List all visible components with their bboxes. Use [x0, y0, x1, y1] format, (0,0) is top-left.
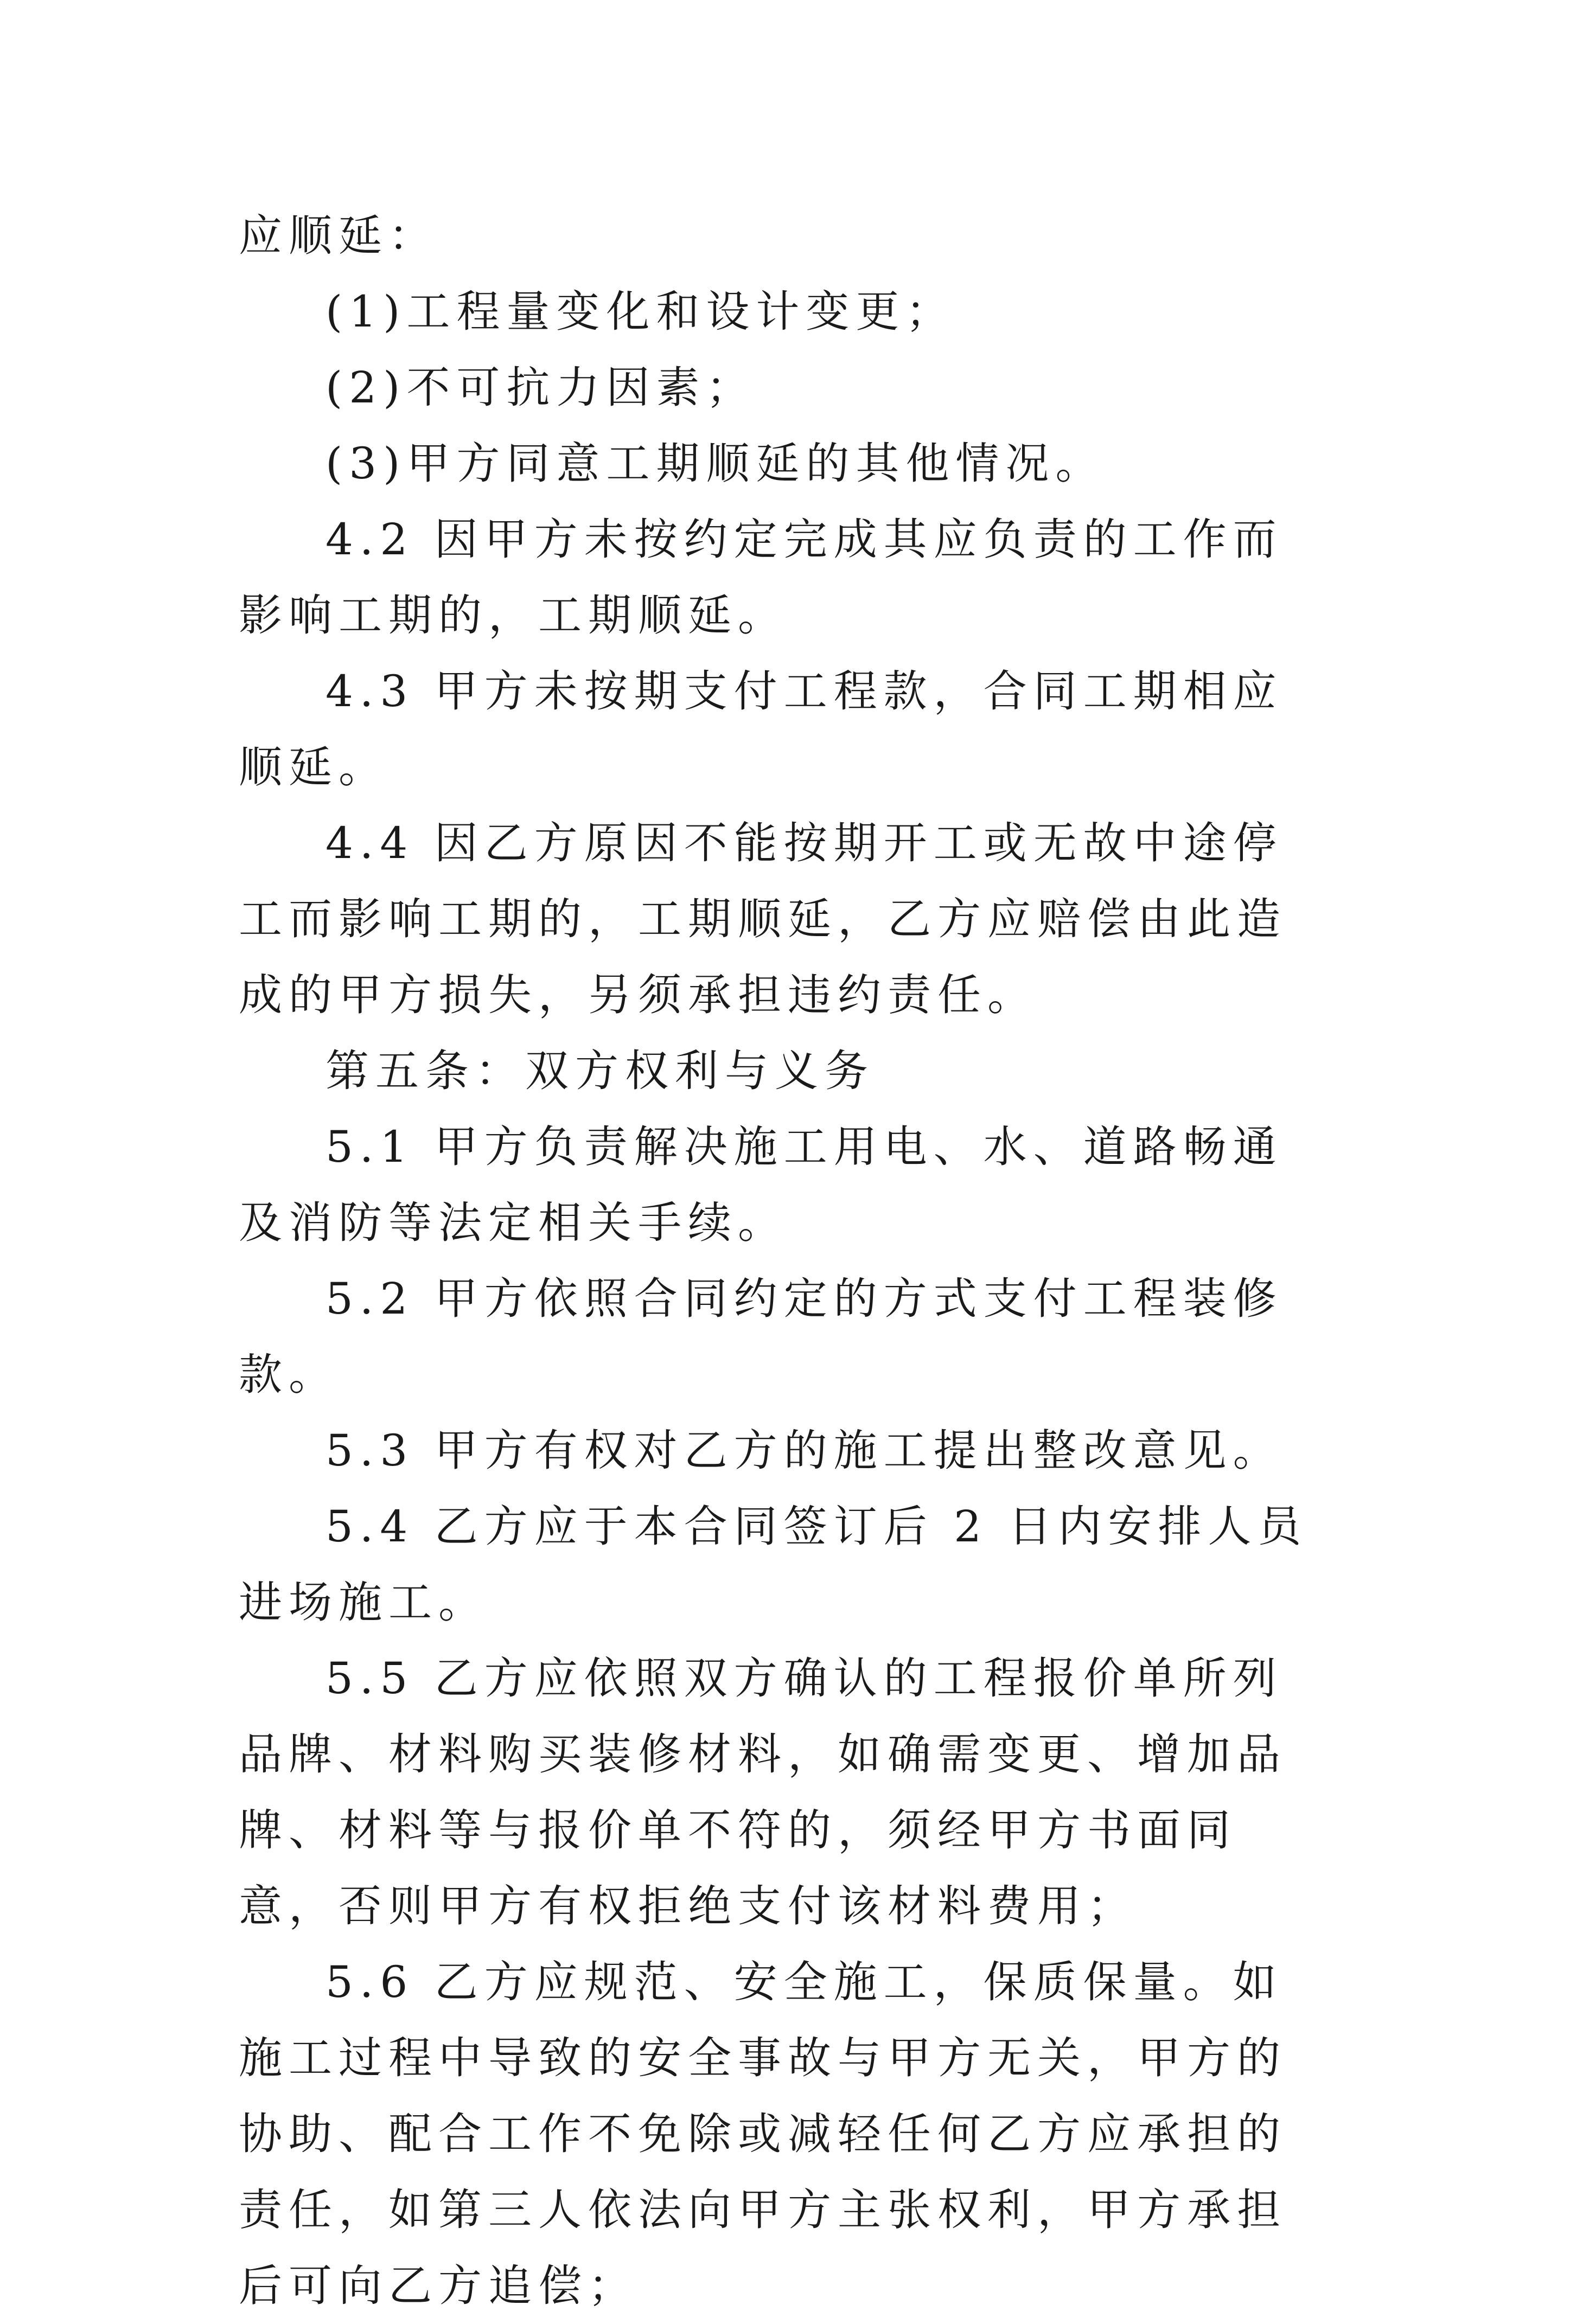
clause-4-3: 4.3 甲方未按期支付工程款，合同工期相应顺延。 — [239, 666, 1283, 792]
clause-5-3: 5.3 甲方有权对乙方的施工提出整改意见。 — [326, 1425, 1283, 1476]
list-item-3: (3)甲方同意工期顺延的其他情况。 — [326, 438, 1106, 489]
document-body — [239, 198, 1329, 2324]
clause-5-5: 5.5 乙方应依照双方确认的工程报价单所列品牌、材料购买装修材料，如确需变更、增加品牌、材料等与报价单不符的，须经甲方书面同意，否则甲方有权拒绝支付该材料费用； — [239, 1653, 1287, 1931]
paragraph-continuation: 应顺延： — [239, 210, 438, 261]
list-item-1: (1)工程量变化和设计变更； — [326, 286, 956, 337]
section-heading-article-5: 第五条：双方权利与义务 — [326, 1046, 875, 1096]
clause-5-2: 5.2 甲方依照合同约定的方式支付工程装修款。 — [239, 1273, 1283, 1400]
clause-5-1: 5.1 甲方负责解决施工用电、水、道路畅通及消防等法定相关手续。 — [239, 1122, 1283, 1248]
clause-5-4: 5.4 乙方应于本合同签订后 2 日内安排人员进场施工。 — [239, 1501, 1308, 1628]
clause-5-6: 5.6 乙方应规范、安全施工，保质保量。如施工过程中导致的安全事故与甲方无关，甲方的协助、配合工作不免除或减轻任何乙方应承担的责任，如第三人依法向甲方主张权利，甲方承担后可向乙方追偿； — [239, 1957, 1287, 2311]
clause-4-4: 4.4 因乙方原因不能按期开工或无故中途停工而影响工期的，工期顺延，乙方应赔偿由此造成的甲方损失，另须承担违约责任。 — [239, 818, 1287, 1020]
list-item-2: (2)不可抗力因素； — [326, 362, 756, 413]
clause-4-2: 4.2 因甲方未按约定完成其应负责的工作而影响工期的，工期顺延。 — [239, 514, 1283, 641]
